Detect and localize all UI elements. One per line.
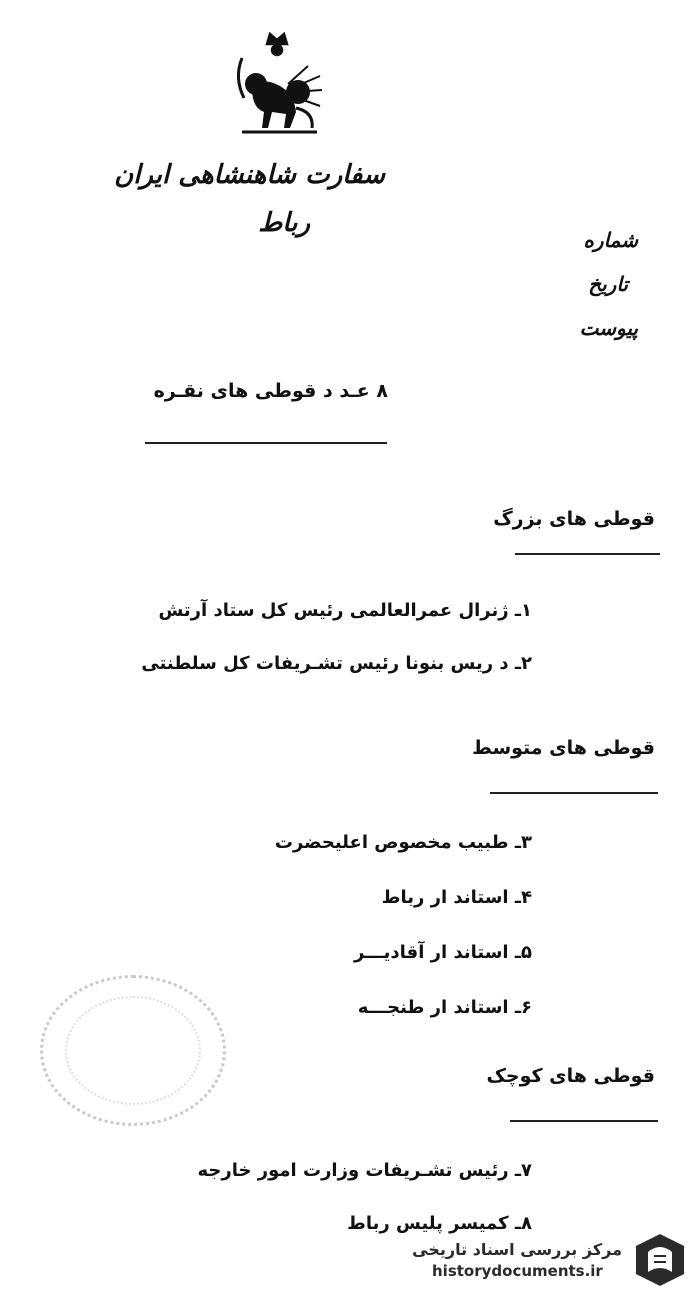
- archive-logo-icon: [634, 1232, 686, 1288]
- list-item: ۸ـ کمیسر پلیس رباط: [347, 1213, 532, 1234]
- list-item: ۵ـ استاند ار آقادیـــر: [354, 942, 532, 963]
- label-number: شماره: [583, 228, 638, 252]
- city-name: رباط: [258, 208, 310, 238]
- embassy-name: سفارت شاهنشاهی ایران: [114, 160, 385, 190]
- document-title: ۸ عـد د قوطی های نقـره: [153, 380, 388, 402]
- section-heading-medium: قوطی های متوسط: [472, 737, 655, 759]
- list-item: ۲ـ د ریس بنونا رئیس تشـریفات کل سلطنتی: [141, 653, 532, 674]
- lion-and-sun-emblem: [222, 28, 332, 138]
- list-item: ۴ـ استاند ار رباط: [381, 887, 532, 908]
- section-underline-large: [515, 553, 660, 555]
- list-item: ۱ـ ژنرال عمرالعالمی رئیس کل ستاد آرتش: [158, 600, 532, 621]
- list-item: ۳ـ طبیب مخصوص اعلیحضرت: [274, 832, 532, 853]
- list-item: ۷ـ رئیس تشـریفات وزارت امور خارجه: [197, 1160, 532, 1181]
- section-underline-small: [510, 1120, 658, 1122]
- label-attachment: پیوست: [579, 316, 638, 340]
- title-underline: [145, 442, 387, 444]
- list-item: ۶ـ استاند ار طنجـــه: [357, 997, 532, 1018]
- watermark-name: مرکز بررسی اسناد تاریخی: [412, 1240, 622, 1259]
- watermark-url: historydocuments.ir: [432, 1262, 603, 1280]
- section-heading-small: قوطی های کوچک: [486, 1065, 655, 1087]
- section-heading-large: قوطی های بزرگ: [493, 508, 655, 530]
- label-date: تاریخ: [588, 272, 628, 296]
- faded-seal-stamp: [40, 975, 226, 1126]
- section-underline-medium: [490, 792, 658, 794]
